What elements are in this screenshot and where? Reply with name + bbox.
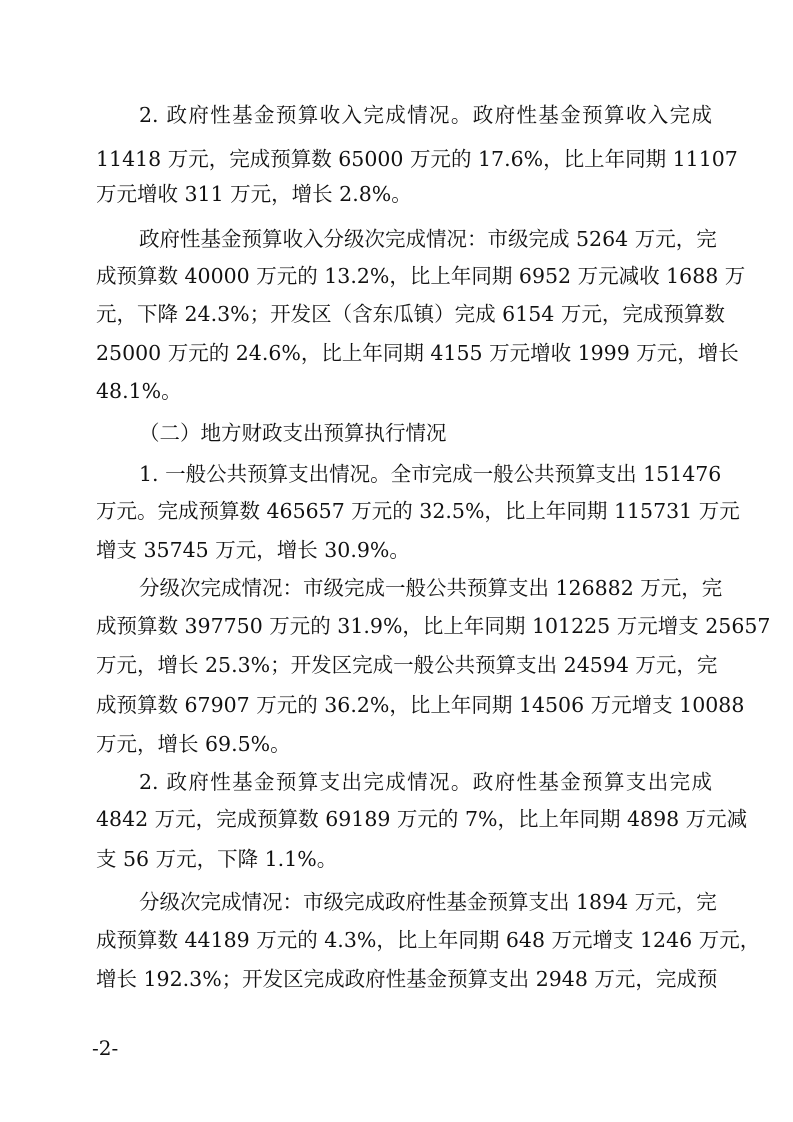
paragraph-line: 元，下降 24.3%；开发区（含东瓜镇）完成 6154 万元，完成预算数: [96, 302, 725, 326]
paragraph-line: 支 56 万元，下降 1.1%。: [96, 847, 338, 871]
paragraph-line: 11418 万元，完成预算数 65000 万元的 17.6%，比上年同期 11107: [96, 147, 738, 171]
paragraph-line: 48.1%。: [96, 379, 182, 403]
paragraph-line: 成预算数 67907 万元的 36.2%，比上年同期 14506 万元增支 10088: [96, 693, 745, 717]
paragraph-line: 政府性基金预算收入分级次完成情况：市级完成 5264 万元，完: [139, 227, 717, 251]
paragraph-line: 成预算数 397750 万元的 31.9%，比上年同期 101225 万元增支 25657: [96, 614, 771, 638]
paragraph-line: 25000 万元的 24.6%，比上年同期 4155 万元增收 1999 万元，增长: [96, 341, 739, 365]
paragraph-line: 分级次完成情况：市级完成一般公共预算支出 126882 万元，完: [139, 576, 723, 600]
paragraph-line: 2. 政府性基金预算收入完成情况。政府性基金预算收入完成: [139, 103, 712, 127]
paragraph-line: 分级次完成情况：市级完成政府性基金预算支出 1894 万元，完: [139, 890, 717, 914]
paragraph-line: 万元增收 311 万元，增长 2.8%。: [96, 182, 412, 206]
paragraph-line: 万元。完成预算数 465657 万元的 32.5%，比上年同期 115731 万元: [96, 499, 740, 523]
paragraph-line: 4842 万元，完成预算数 69189 万元的 7%，比上年同期 4898 万元减: [96, 807, 748, 831]
paragraph-line: 增长 192.3%；开发区完成政府性基金预算支出 2948 万元，完成预: [96, 967, 718, 991]
section-heading: （二）地方财政支出预算执行情况: [139, 421, 447, 445]
page-number: -2-: [92, 1036, 119, 1060]
paragraph-line: 成预算数 40000 万元的 13.2%，比上年同期 6952 万元减收 1688 万: [96, 264, 746, 288]
paragraph-line: 2. 政府性基金预算支出完成情况。政府性基金预算支出完成: [139, 770, 712, 794]
paragraph-line: 增支 35745 万元，增长 30.9%。: [96, 538, 410, 562]
paragraph-line: 万元，增长 69.5%。: [96, 732, 291, 756]
paragraph-line: 万元，增长 25.3%；开发区完成一般公共预算支出 24594 万元，完: [96, 653, 718, 677]
paragraph-line: 成预算数 44189 万元的 4.3%，比上年同期 648 万元增支 1246 万元，: [96, 928, 761, 952]
paragraph-line: 1. 一般公共预算支出情况。全市完成一般公共预算支出 151476: [139, 462, 722, 486]
